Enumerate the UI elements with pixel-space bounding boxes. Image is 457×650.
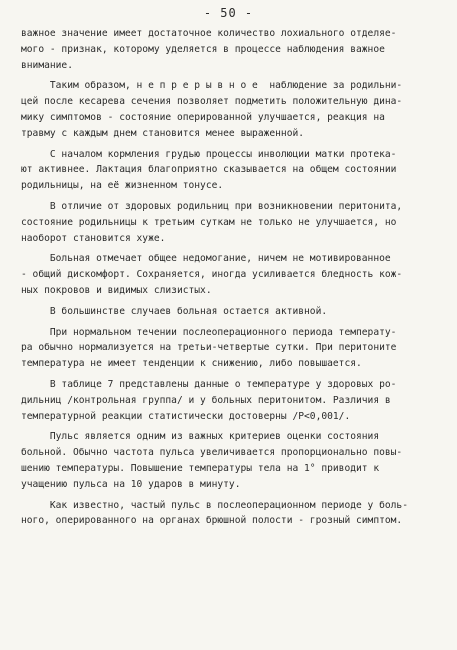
text-line: В таблице 7 представлены данные о температуре у здоровых ро- [21,378,397,390]
text-line: ного, оперированного на органах брюшной полости - грозный симптом. [21,515,403,527]
text-line: Как известно, частый пульс в послеоперационном периоде у боль- [21,499,408,511]
text-line: учащению пульса на 10 ударов в минуту. [21,478,241,490]
text-line: цей после кесарева сечения позволяет подметить положительную дина- [21,96,403,108]
text-line: температурной реакции статистически достоверны /Р<0,001/. [21,410,351,422]
paragraph [21,377,446,424]
text-line: ют активнее. Лактация благоприятно сказывается на общем состоянии [21,164,397,176]
text-line: В отличие от здоровых родильниц при возникновении перитонита, [21,200,403,212]
text-line: Пульс является одним из важных критериев оценки состояния [21,431,380,443]
text-line: мику симптомов - состояние оперированной улучшается, реакция на [21,111,385,123]
text-line: дильниц /контрольная группа/ и у больных перитонитом. Различия в [21,394,391,406]
document-body [21,26,446,529]
paragraph [21,251,446,298]
text-line: шению температуры. Повышение температуры тела на 1° приводит к [21,462,380,474]
paragraph [21,429,446,492]
text-line: внимание. [21,59,73,71]
text-line: родильницы, на её жизненном тонусе. [21,180,224,192]
text-line: травму с каждым днем становится менее выраженной. [21,127,305,139]
text-line: больной. Обычно частота пульса увеличивается пропорционально повы- [21,447,403,459]
paragraph [21,78,446,141]
text-line: важное значение имеет достаточное количество лохиального отделяе- [21,28,397,39]
text-line: наоборот становится хуже. [21,232,166,244]
text-line: - общий дискомфорт. Сохраняется, иногда усиливается бледность кож- [21,269,403,281]
text-line: Таким образом, н е п р е р ы в н о е наблюдение за родильни- [21,80,403,92]
paragraph [21,498,446,530]
text-line: температура не имеет тенденции к снижению, либо повышается. [21,358,362,370]
paragraph [21,26,446,73]
text-line: ра обычно нормализуется на третьи-четвертые сутки. При перитоните [21,342,397,354]
text-line: В большинстве случаев больная остается активной. [21,305,328,317]
paragraph [21,199,446,246]
text-line: ных покровов и видимых слизистых. [21,284,212,296]
text-line: Больная отмечает общее недомогание, ничем не мотивированное [21,253,391,265]
paragraph [21,325,446,372]
paragraph [21,304,446,320]
text-line: состояние родильницы к третьим суткам не только не улучшается, но [21,216,397,228]
text-line: С началом кормления грудью процессы инволюции матки протека- [21,148,397,160]
paragraph [21,147,446,194]
page-number: - 50 - [203,6,254,20]
text-line: мого - признак, которому уделяется в процессе наблюдения важное [21,43,385,55]
text-line: При нормальном течении послеоперационного периода температу- [21,326,397,338]
